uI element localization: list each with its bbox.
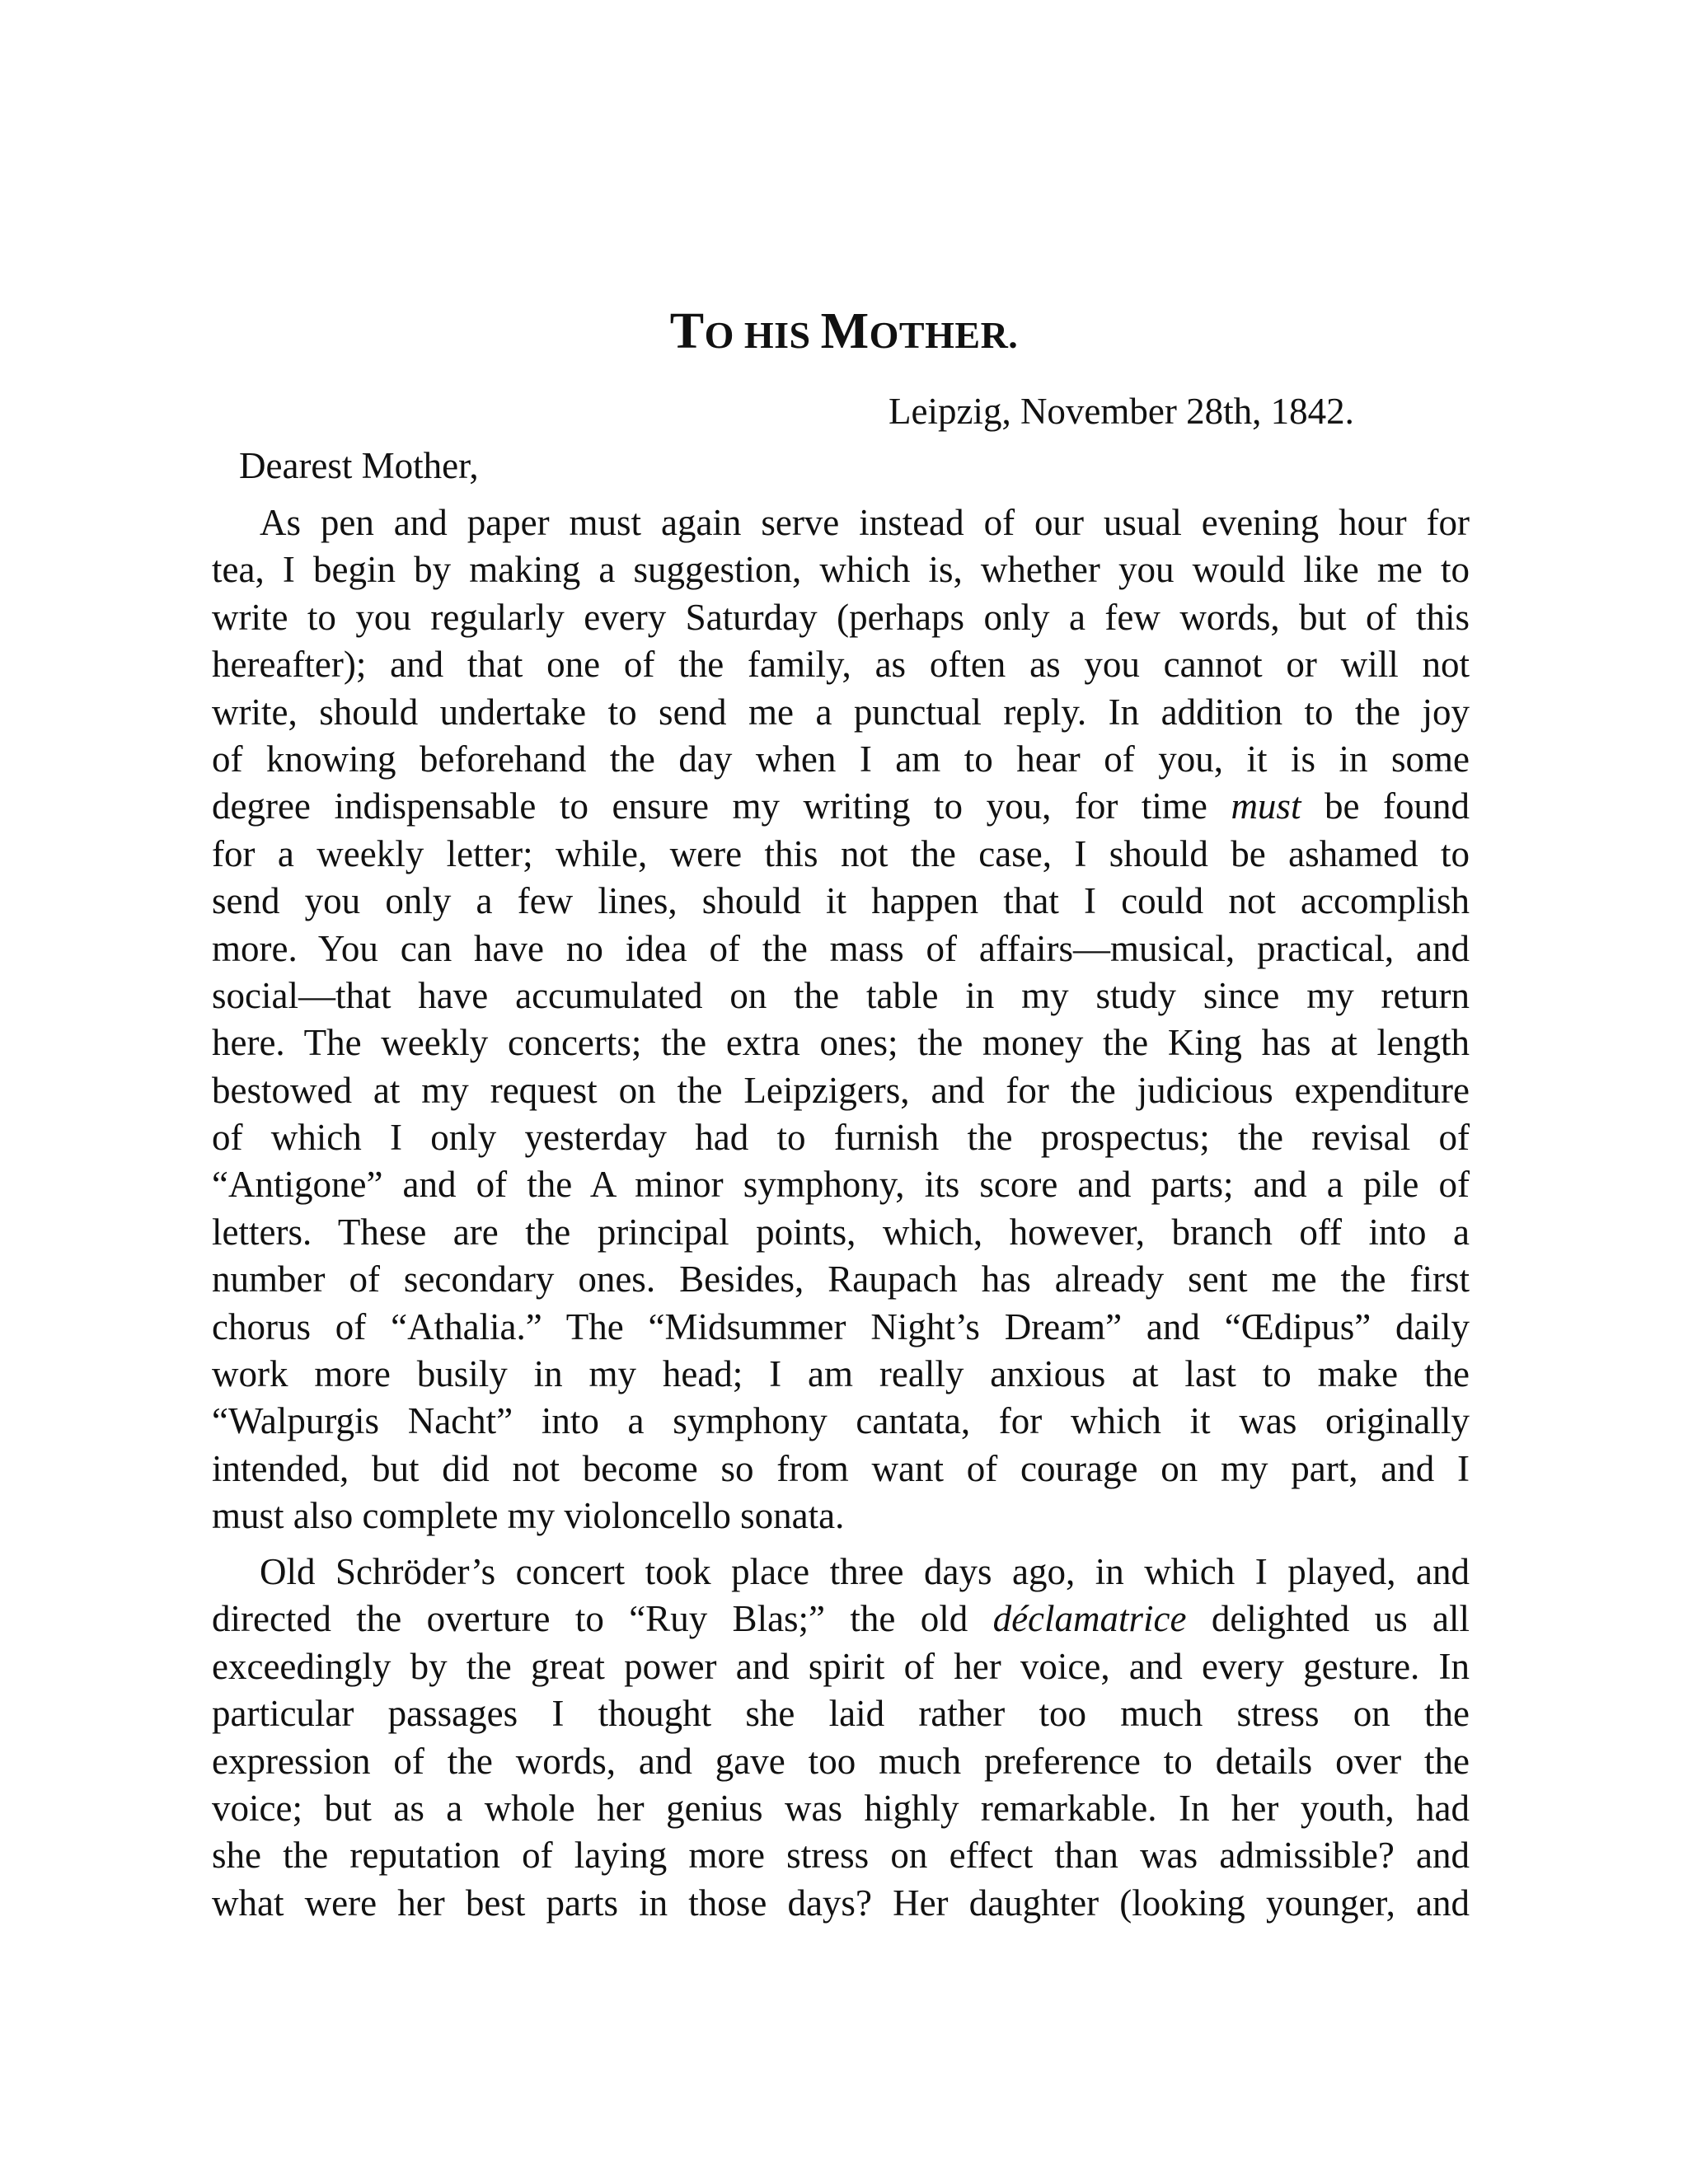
text-line: expression of the words, and gave too much preference to details over the <box>212 1740 1470 1782</box>
text-line: Old Schröder’s concert took place three days ago, in which I played, and <box>260 1551 1470 1592</box>
text-line: what were her best parts in those days? Her daughter (looking younger, and <box>212 1882 1470 1924</box>
text-line: tea, I begin by making a suggestion, which is, whether you would like me to <box>212 549 1470 591</box>
title-smallcaps-1: O HIS <box>704 314 821 356</box>
paragraph-1 <box>212 499 1470 1540</box>
text-line: must also complete my violoncello sonata. <box>212 1495 845 1537</box>
title-cap-t: T <box>669 303 705 359</box>
title-smallcaps-2: OTHER. <box>869 314 1019 356</box>
salutation: Dearest Mother, <box>239 445 479 486</box>
emphasis-must: must <box>1231 785 1301 827</box>
letter-title <box>0 302 1688 365</box>
text-segment: directed the overture to “Ruy Blas;” the old <box>212 1598 993 1640</box>
text-line: voice; but as a whole her genius was highly remarkable. In her youth, had <box>212 1787 1470 1829</box>
text-line: more. You can have no idea of the mass of affairs—musical, practical, and <box>212 927 1470 969</box>
text-line: hereafter); and that one of the family, as often as you cannot or will not <box>212 644 1470 686</box>
text-line: for a weekly letter; while, were this not the case, I should be ashamed to <box>212 832 1470 874</box>
emphasis-declamatrice: déclamatrice <box>992 1598 1187 1640</box>
title-cap-m: M <box>820 303 870 359</box>
paragraph-2 <box>212 1549 1470 1927</box>
text-line: she the reputation of laying more stress on effect than was admissible? and <box>212 1835 1470 1877</box>
text-line: send you only a few lines, should it happen that I could not accomplish <box>212 880 1470 922</box>
text-line: write to you regularly every Saturday (perhaps only a few words, but of this <box>212 596 1470 638</box>
text-line: particular passages I thought she laid rather too much stress on the <box>212 1693 1470 1735</box>
text-line: social—that have accumulated on the table in my study since my return <box>212 974 1470 1016</box>
text-line-with-emphasis <box>212 1596 1470 1643</box>
text-segment: be found <box>1301 785 1470 827</box>
text-line: of which I only yesterday had to furnish the prospectus; the revisal of <box>212 1117 1470 1159</box>
text-line: letters. These are the principal points, which, however, branch off into a <box>212 1211 1470 1253</box>
text-line: As pen and paper must again serve instead of our usual evening hour for <box>260 502 1470 543</box>
text-line-with-emphasis <box>212 783 1470 830</box>
text-line: write, should undertake to send me a punctual reply. In addition to the joy <box>212 691 1470 733</box>
text-line: exceedingly by the great power and spirit of her voice, and every gesture. In <box>212 1645 1470 1687</box>
text-line: intended, but did not become so from want of courage on my part, and I <box>212 1447 1470 1489</box>
dateline: Leipzig, November 28th, 1842. <box>889 391 1354 432</box>
text-line: “Antigone” and of the A minor symphony, its score and parts; and a pile of <box>212 1164 1470 1206</box>
text-segment: delighted us all <box>1186 1598 1470 1640</box>
text-line: “Walpurgis Nacht” into a symphony cantata, for which it was originally <box>212 1400 1470 1442</box>
text-line: of knowing beforehand the day when I am to hear of you, it is in some <box>212 738 1470 780</box>
text-segment: degree indispensable to ensure my writing to you, for time <box>212 785 1231 827</box>
text-line: chorus of “Athalia.” The “Midsummer Night’s Dream” and “Œdipus” daily <box>212 1305 1470 1347</box>
text-line: here. The weekly concerts; the extra ones; the money the King has at length <box>212 1022 1470 1064</box>
text-line: bestowed at my request on the Leipzigers, and for the judicious expenditure <box>212 1069 1470 1111</box>
text-line: work more busily in my head; I am really anxious at last to make the <box>212 1353 1470 1395</box>
text-line: number of secondary ones. Besides, Raupach has already sent me the first <box>212 1258 1470 1301</box>
